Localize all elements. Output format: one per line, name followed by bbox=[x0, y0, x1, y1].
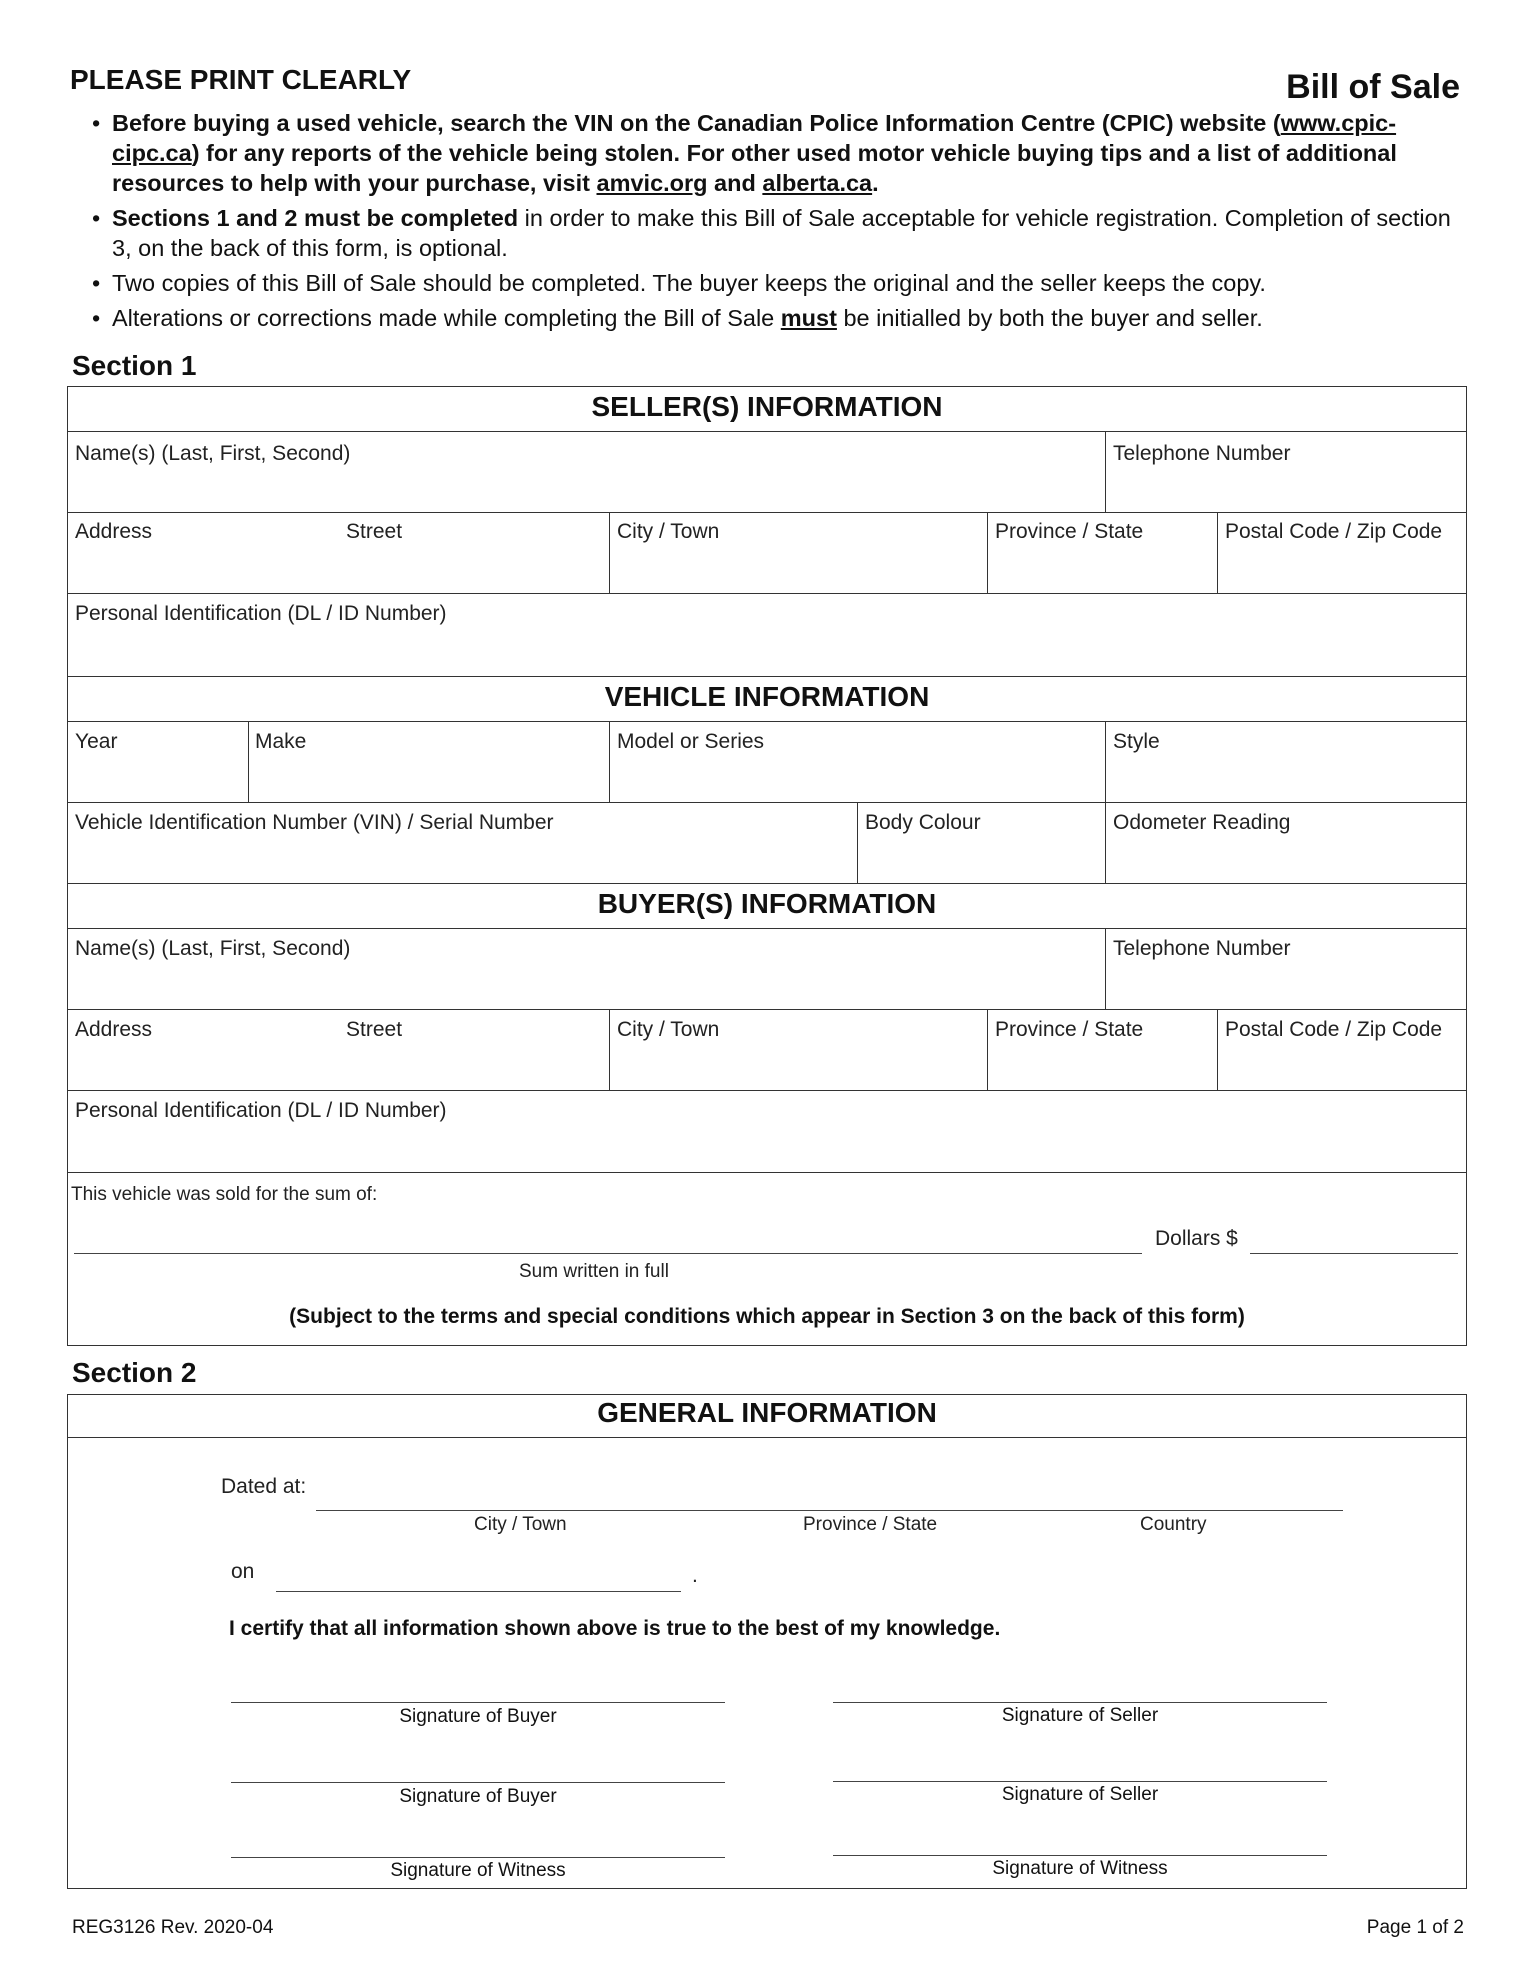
vehicle-year-label: Year bbox=[75, 730, 118, 753]
sig-line bbox=[833, 1855, 1327, 1856]
seller-address-label: Address bbox=[75, 520, 153, 543]
buyer-province-field[interactable] bbox=[988, 1010, 1216, 1089]
buyer-telephone-field[interactable] bbox=[1106, 929, 1466, 1008]
instruction-item bbox=[92, 268, 1464, 298]
print-clearly-heading: PLEASE PRINT CLEARLY bbox=[70, 64, 412, 95]
buyer-address-label: Address bbox=[75, 1018, 153, 1041]
instruction-text: Alterations or corrections made while completing the Bill of Sale bbox=[112, 305, 781, 331]
certify-statement: I certify that all information shown above is true to the best of my knowledge. bbox=[229, 1617, 1001, 1640]
seller-telephone-label: Telephone Number bbox=[1113, 442, 1291, 465]
general-info-title: GENERAL INFORMATION bbox=[597, 1397, 937, 1428]
buyer-street-field[interactable] bbox=[68, 1010, 608, 1089]
date-field[interactable] bbox=[276, 1556, 681, 1591]
page-number: Page 1 of 2 bbox=[1366, 1917, 1464, 1938]
vehicle-model-label: Model or Series bbox=[617, 730, 765, 753]
vehicle-vin-label: Vehicle Identification Number (VIN) / Serial Number bbox=[75, 811, 554, 834]
divider bbox=[67, 883, 1467, 884]
buyer-signature-2-caption: Signature of Buyer bbox=[399, 1786, 557, 1807]
buyer-city-label: City / Town bbox=[617, 1018, 720, 1041]
buyer-names-label: Name(s) (Last, First, Second) bbox=[75, 937, 351, 960]
seller-province-label: Province / State bbox=[995, 520, 1144, 543]
buyer-telephone-label: Telephone Number bbox=[1113, 937, 1291, 960]
alberta-link[interactable]: alberta.ca bbox=[762, 170, 873, 196]
section-1-label: Section 1 bbox=[72, 350, 197, 381]
buyer-signature-1-caption: Signature of Buyer bbox=[399, 1706, 557, 1727]
witness-signature-2-field[interactable] bbox=[833, 1818, 1327, 1855]
seller-telephone-field[interactable] bbox=[1106, 432, 1466, 511]
sig-line bbox=[231, 1702, 725, 1703]
sum-written-line bbox=[74, 1253, 1142, 1254]
seller-signature-1-caption: Signature of Seller bbox=[1001, 1705, 1159, 1726]
dated-at-field[interactable] bbox=[316, 1472, 1343, 1510]
instruction-text: Sections 1 and 2 must be completed bbox=[112, 205, 519, 231]
section-2-label: Section 2 bbox=[72, 1357, 197, 1388]
seller-street-label: Street bbox=[346, 520, 403, 543]
seller-signature-2-field[interactable] bbox=[833, 1741, 1327, 1781]
seller-signature-2-caption: Signature of Seller bbox=[1001, 1784, 1159, 1805]
vehicle-year-field[interactable] bbox=[68, 722, 247, 801]
buyer-province-label: Province / State bbox=[995, 1018, 1144, 1041]
instruction-text: Two copies of this Bill of Sale should be completed. The buyer keeps the original and the seller keeps the copy. bbox=[112, 270, 1266, 296]
sig-line bbox=[231, 1857, 725, 1858]
instruction-item bbox=[92, 203, 1464, 263]
buyer-city-field[interactable] bbox=[610, 1010, 986, 1089]
page-title: Bill of Sale bbox=[1286, 68, 1460, 106]
sig-line bbox=[833, 1781, 1327, 1782]
seller-postal-label: Postal Code / Zip Code bbox=[1225, 520, 1443, 543]
dated-city-caption: City / Town bbox=[474, 1514, 567, 1535]
instructions-list bbox=[92, 108, 1464, 338]
seller-street-field[interactable] bbox=[68, 513, 608, 592]
divider bbox=[67, 1172, 1467, 1173]
date-period: . bbox=[692, 1564, 698, 1587]
form-number: REG3126 Rev. 2020-04 bbox=[72, 1917, 274, 1938]
seller-city-label: City / Town bbox=[617, 520, 720, 543]
instruction-text: Before buying a used vehicle, search the VIN on the Canadian Police Information Centre (CPIC) website ( bbox=[112, 110, 1281, 136]
instruction-text: in order to make this Bill of Sale acceptable for vehicle registration. Completion of section 3, on the back of this form, is optional. bbox=[112, 205, 1451, 261]
seller-personal-id-field[interactable] bbox=[68, 594, 1466, 675]
seller-section-title: SELLER(S) INFORMATION bbox=[591, 391, 943, 422]
vehicle-vin-field[interactable] bbox=[68, 803, 856, 882]
vehicle-section-title: VEHICLE INFORMATION bbox=[604, 681, 930, 712]
must-emphasis: must bbox=[780, 305, 837, 331]
vehicle-style-field[interactable] bbox=[1106, 722, 1466, 801]
instruction-text: ) for any reports of the vehicle being stolen. For other used motor vehicle buying tips and a list of additional resources to help with your purchase, visit bbox=[112, 140, 1397, 196]
instruction-text: and bbox=[707, 170, 763, 196]
section-2-box bbox=[67, 1394, 1467, 1889]
sum-written-caption: Sum written in full bbox=[519, 1261, 669, 1282]
on-label: on bbox=[231, 1560, 255, 1583]
dollars-amount-field[interactable] bbox=[1250, 1220, 1458, 1253]
seller-signature-1-field[interactable] bbox=[833, 1662, 1327, 1702]
divider bbox=[67, 676, 1467, 677]
vehicle-style-label: Style bbox=[1113, 730, 1160, 753]
witness-signature-1-caption: Signature of Witness bbox=[390, 1860, 566, 1881]
dollars-label: Dollars $ bbox=[1155, 1227, 1238, 1250]
dated-country-caption: Country bbox=[1140, 1514, 1207, 1535]
sum-written-field[interactable] bbox=[74, 1220, 1142, 1253]
witness-signature-2-caption: Signature of Witness bbox=[992, 1858, 1168, 1879]
vehicle-odometer-label: Odometer Reading bbox=[1113, 811, 1291, 834]
sold-for-label: This vehicle was sold for the sum of: bbox=[71, 1184, 378, 1205]
vehicle-body-colour-field[interactable] bbox=[858, 803, 1104, 882]
vehicle-make-label: Make bbox=[255, 730, 307, 753]
buyer-signature-2-field[interactable] bbox=[231, 1742, 725, 1782]
sig-line bbox=[231, 1782, 725, 1783]
seller-city-field[interactable] bbox=[610, 513, 986, 592]
instruction-text: be initialled by both the buyer and seller. bbox=[836, 305, 1263, 331]
buyer-personal-id-label: Personal Identification (DL / ID Number) bbox=[75, 1099, 447, 1122]
instruction-item bbox=[92, 303, 1464, 333]
sig-line bbox=[833, 1702, 1327, 1703]
instruction-item bbox=[92, 108, 1464, 198]
buyer-section-title: BUYER(S) INFORMATION bbox=[597, 888, 937, 919]
dated-at-label: Dated at: bbox=[221, 1475, 307, 1498]
instruction-text: . bbox=[872, 170, 879, 196]
seller-province-field[interactable] bbox=[988, 513, 1216, 592]
vehicle-model-field[interactable] bbox=[610, 722, 1104, 801]
seller-postal-field[interactable] bbox=[1218, 513, 1466, 592]
buyer-names-field[interactable] bbox=[68, 929, 1104, 1008]
buyer-postal-field[interactable] bbox=[1218, 1010, 1466, 1089]
dated-province-caption: Province / State bbox=[803, 1514, 938, 1535]
dated-at-line bbox=[316, 1510, 1343, 1511]
seller-personal-id-label: Personal Identification (DL / ID Number) bbox=[75, 602, 447, 625]
vehicle-odometer-field[interactable] bbox=[1106, 803, 1466, 882]
amvic-link[interactable]: amvic.org bbox=[596, 170, 708, 196]
divider bbox=[67, 1437, 1467, 1438]
buyer-signature-1-field[interactable] bbox=[231, 1662, 725, 1702]
terms-note: (Subject to the terms and special conditions which appear in Section 3 on the back of this form) bbox=[289, 1305, 1245, 1328]
date-line bbox=[276, 1591, 681, 1592]
buyer-postal-label: Postal Code / Zip Code bbox=[1225, 1018, 1443, 1041]
seller-names-label: Name(s) (Last, First, Second) bbox=[75, 442, 351, 465]
witness-signature-1-field[interactable] bbox=[231, 1820, 725, 1857]
seller-names-field[interactable] bbox=[68, 432, 1104, 511]
vehicle-body-colour-label: Body Colour bbox=[865, 811, 981, 834]
buyer-personal-id-field[interactable] bbox=[68, 1091, 1466, 1171]
cpic-link[interactable]: www.cpic-cipc.ca bbox=[112, 110, 1397, 166]
dollars-line bbox=[1250, 1253, 1458, 1254]
vehicle-make-field[interactable] bbox=[249, 722, 608, 801]
buyer-street-label: Street bbox=[346, 1018, 403, 1041]
